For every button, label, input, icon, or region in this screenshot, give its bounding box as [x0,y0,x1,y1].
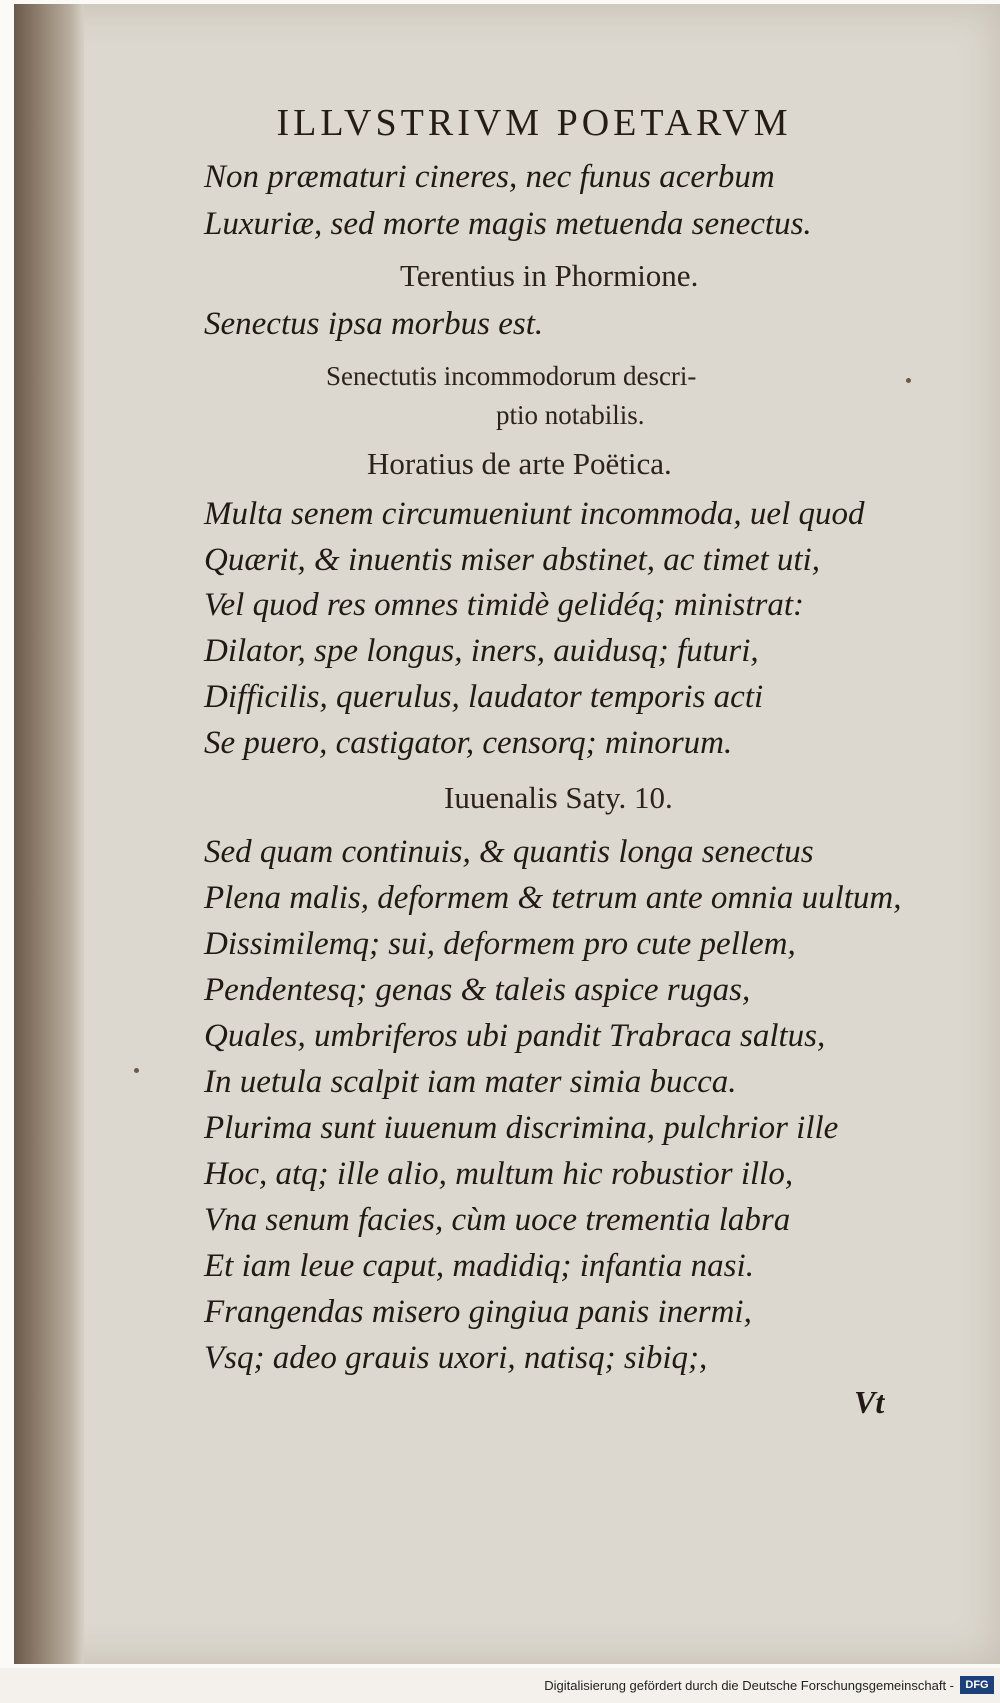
dfg-logo-icon: DFG [960,1676,994,1694]
section-heading: Iuuenalis Saty. 10. [444,780,673,815]
ink-speck [134,1068,139,1073]
catchword: Vt [854,1384,885,1420]
verse-line: Et iam leue caput, madidiq; infantia nasi. [204,1248,754,1284]
verse-line: Plena malis, deformem & tetrum ante omnia uultum, [204,880,902,916]
verse-line: Quales, umbriferos ubi pandit Trabraca saltus, [204,1018,826,1054]
verse-line: Difficilis, querulus, laudator temporis acti [204,679,764,715]
verse-line: Plurima sunt iuuenum discrimina, pulchrior ille [204,1110,839,1146]
verse-line: Dissimilemq; sui, deformem pro cute pellem, [204,926,796,962]
section-heading: ptio notabilis. [496,400,645,430]
verse-line: Non præmaturi cineres, nec funus acerbum [204,159,775,195]
verse-line: Vna senum facies, cùm uoce trementia labra [204,1202,791,1238]
verse-line: Vsq; adeo grauis uxori, natisq; sibiq;, [204,1340,708,1376]
verse-line: Multa senem circumueniunt incommoda, uel quod [204,496,865,532]
verse-line: In uetula scalpit iam mater simia bucca. [204,1064,737,1100]
section-heading: Terentius in Phormione. [400,258,699,293]
page-content [204,4,964,1664]
verse-line: Sed quam continuis, & quantis longa senectus [204,834,814,870]
funding-credit: Digitalisierung gefördert durch die Deutsche Forschungsgemeinschaft - [544,1678,954,1693]
verse-line: Vel quod res omnes timidè gelidéq; ministrat: [204,587,805,623]
verse-line: Pendentesq; genas & taleis aspice rugas, [204,972,751,1008]
verse-line: Senectus ipsa morbus est. [204,306,544,342]
section-heading: Senectutis incommodorum descri- [326,361,697,391]
book-page [14,4,1000,1664]
verse-line: Se puero, castigator, censorq; minorum. [204,725,733,761]
verse-line: Luxuriæ, sed morte magis metuenda senectus. [204,206,812,242]
page-gutter [14,4,84,1664]
section-heading: Horatius de arte Poëtica. [367,446,672,481]
running-header: ILLVSTRIVM POETARVM [276,102,792,144]
verse-line: Hoc, atq; ille alio, multum hic robustior illo, [204,1156,794,1192]
footer-bar [0,1668,1000,1703]
verse-line: Dilator, spe longus, iners, auidusq; futuri, [204,633,759,669]
verse-line: Frangendas misero gingiua panis inermi, [204,1294,752,1330]
verse-line: Quærit, & inuentis miser abstinet, ac timet uti, [204,542,820,578]
